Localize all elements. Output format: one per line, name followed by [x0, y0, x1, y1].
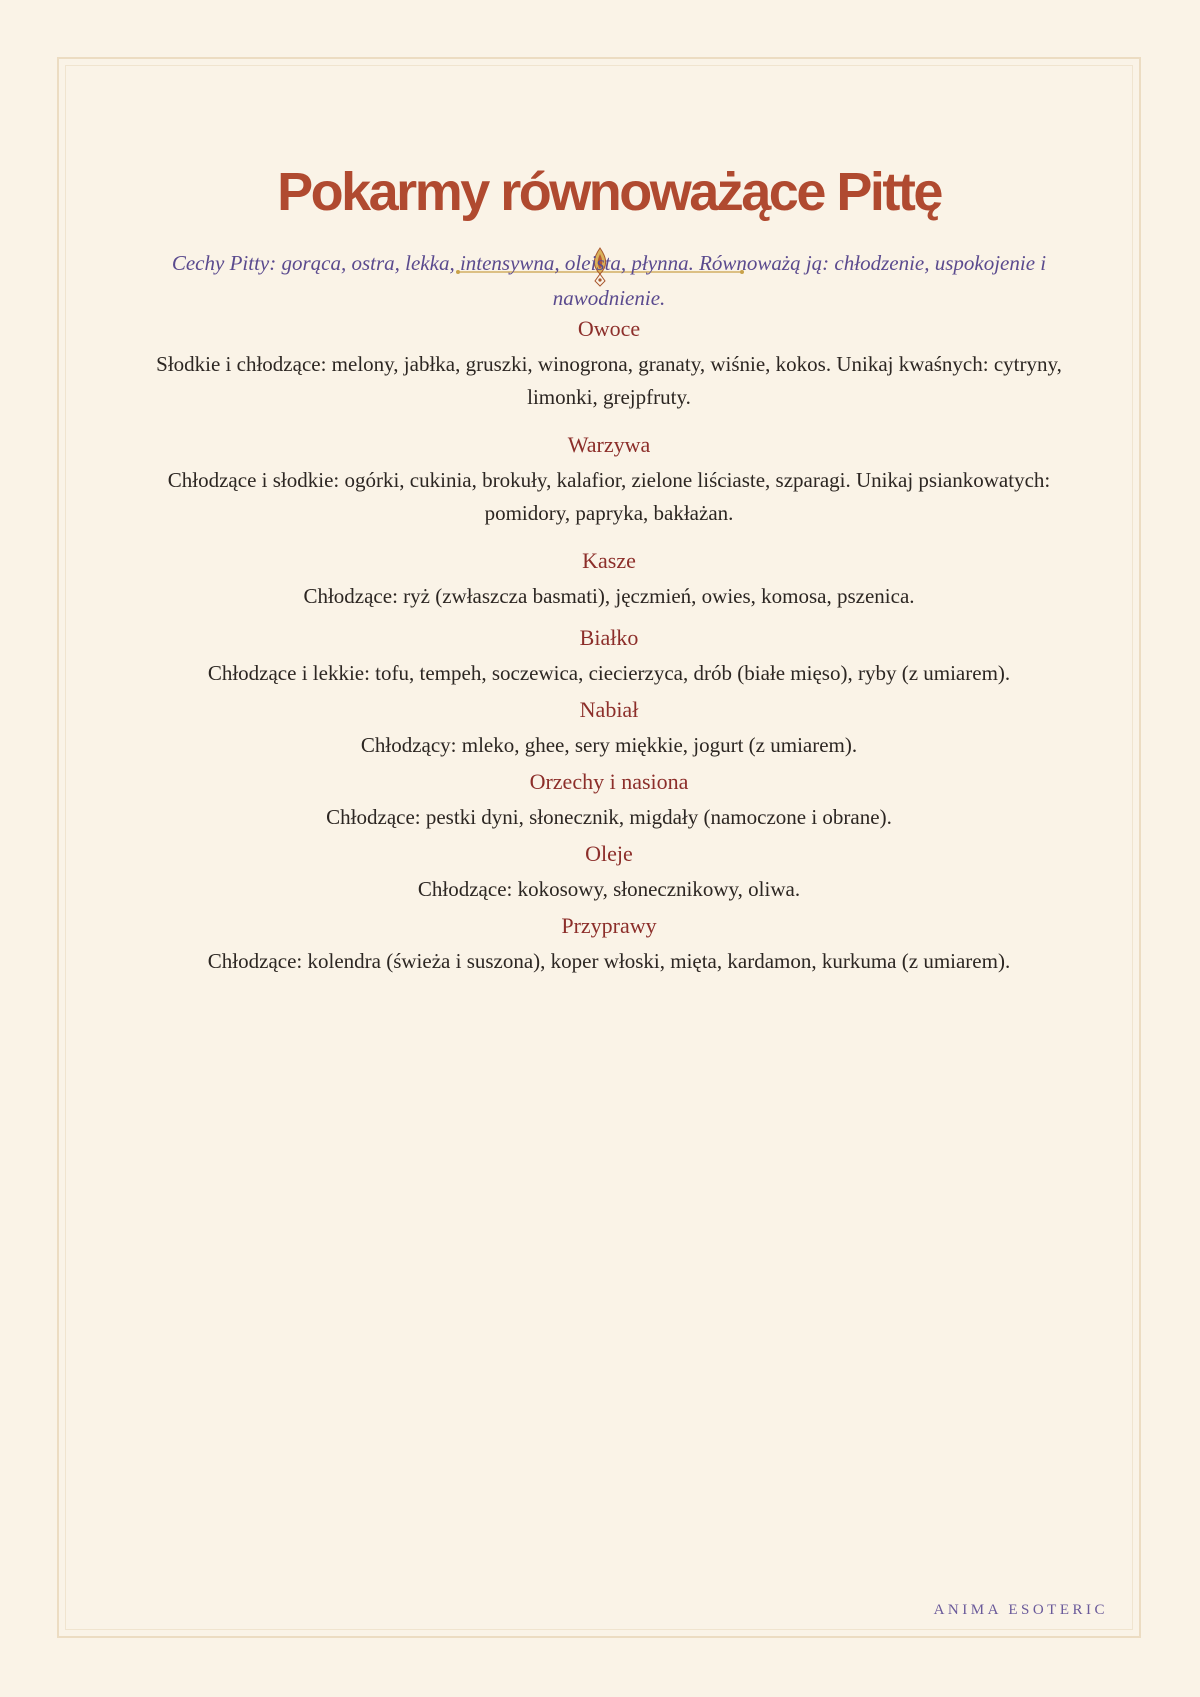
section-bialko — [130, 621, 1088, 690]
page-title: Pokarmy równoważące Pittę — [277, 162, 941, 222]
section-heading: Orzechy i nasiona — [529, 769, 689, 794]
section-owoce — [130, 312, 1088, 414]
section-heading: Oleje — [585, 841, 633, 866]
section-text: Chłodzące: kolendra (świeża i suszona), koper włoski, mięta, kardamon, kurkuma (z umiarem). — [207, 949, 1011, 973]
sections-list — [130, 312, 1088, 978]
subtitle: Cechy Pitty: gorąca, ostra, lekka, intensywna, oleista, płynna. Równoważą ją: chłodzenie, uspokojenie i nawodnienie. — [171, 251, 1047, 310]
section-przyprawy — [130, 909, 1088, 978]
section-heading: Białko — [579, 625, 639, 650]
section-heading: Warzywa — [567, 432, 651, 457]
section-warzywa — [130, 428, 1088, 530]
section-text: Chłodzące i lekkie: tofu, tempeh, soczewica, ciecierzyca, drób (białe mięso), ryby (z umiarem). — [207, 661, 1011, 685]
footer-brand: ANIMA ESOTERIC — [933, 1602, 1108, 1618]
section-orzechy-i-nasiona — [130, 765, 1088, 834]
section-text: Słodkie i chłodzące: melony, jabłka, gruszki, winogrona, granaty, wiśnie, kokos. Unikaj kwaśnych: cytryny, limonki, grejpfruty. — [156, 352, 1062, 409]
section-text: Chłodzące: ryż (zwłaszcza basmati), jęczmień, owies, komosa, pszenica. — [303, 584, 915, 608]
section-text: Chłodzące i słodkie: ogórki, cukinia, brokuły, kalafior, zielone liściaste, szparagi. Unikaj psiankowatych: pomidory, papryka, bakłażan. — [167, 468, 1051, 525]
section-text: Chłodzący: mleko, ghee, sery miękkie, jogurt (z umiarem). — [360, 733, 858, 757]
section-heading: Owoce — [577, 316, 641, 341]
section-kasze — [130, 544, 1088, 613]
section-text: Chłodzące: kokosowy, słonecznikowy, oliwa. — [417, 877, 801, 901]
section-oleje — [130, 837, 1088, 906]
section-heading: Przyprawy — [561, 913, 657, 938]
section-text: Chłodzące: pestki dyni, słonecznik, migdały (namoczone i obrane). — [326, 805, 892, 829]
section-nabial — [130, 693, 1088, 762]
section-heading: Nabiał — [579, 697, 639, 722]
section-heading: Kasze — [582, 548, 636, 573]
